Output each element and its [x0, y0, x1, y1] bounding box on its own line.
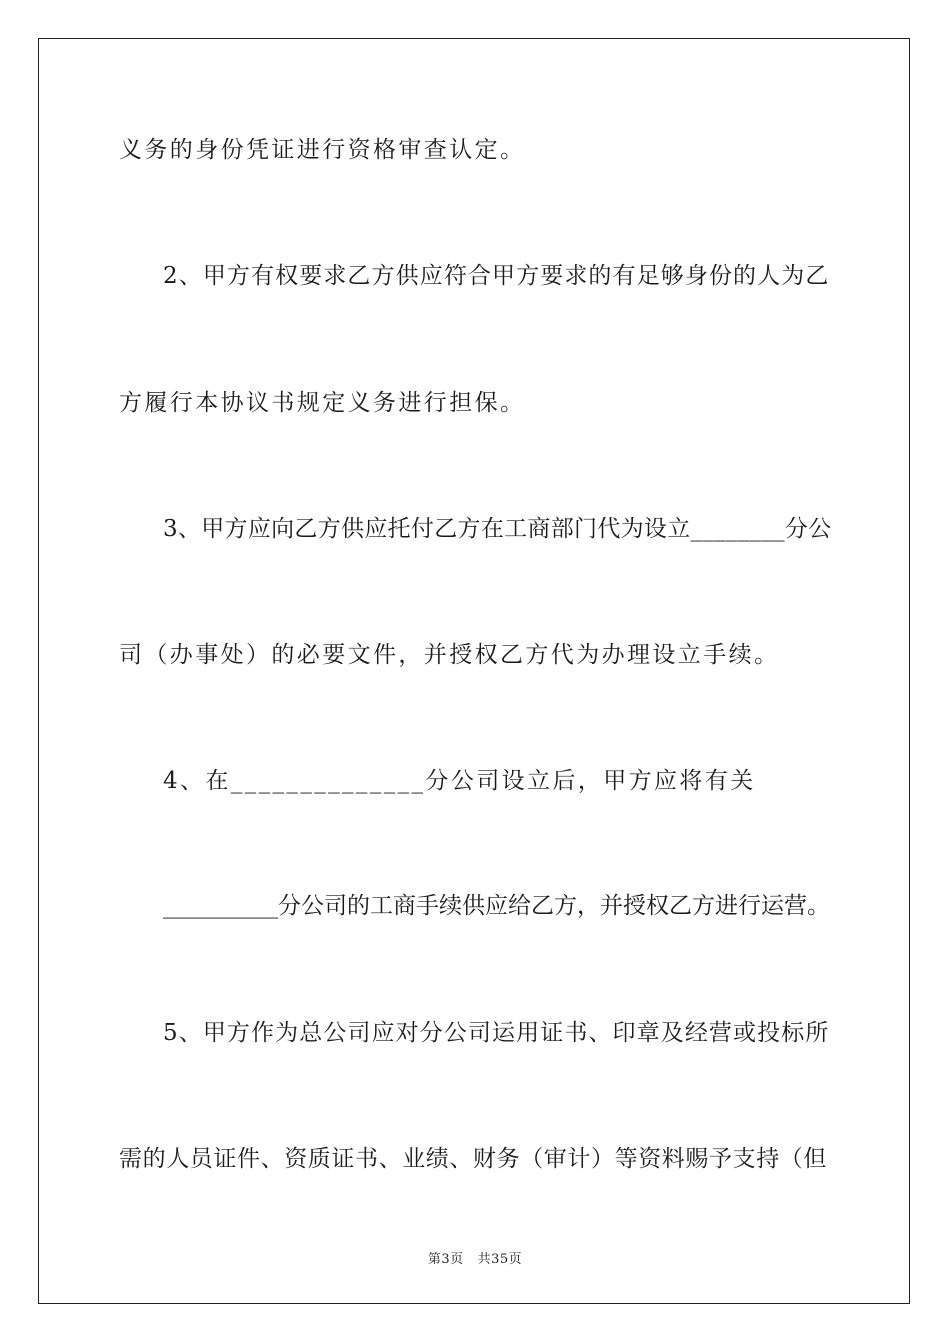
body-line-2: 2、甲方有权要求乙方供应符合甲方要求的有足够身份的人为乙	[163, 263, 830, 289]
page-footer	[0, 1248, 950, 1267]
body-line-1: 义务的身份凭证进行资格审查认定。	[119, 137, 526, 163]
page-number: 第3页	[427, 1252, 464, 1267]
body-line-3: 方履行本协议书规定义务进行担保。	[119, 390, 526, 416]
body-line-5: 司（办事处）的必要文件，并授权乙方代为办理设立手续。	[119, 642, 780, 668]
body-line-7: __________分公司的工商手续供应给乙方，并授权乙方进行运营。	[163, 893, 830, 919]
total-pages: 共35页	[477, 1252, 523, 1267]
page-border	[38, 38, 910, 1304]
body-line-4: 3、甲方应向乙方供应托付乙方在工商部门代为设立________分公	[163, 516, 832, 542]
body-line-9: 需的人员证件、资质证书、业绩、财务（审计）等资料赐予支持（但	[119, 1146, 827, 1172]
body-line-8: 5、甲方作为总公司应对分公司运用证书、印章及经营或投标所	[163, 1020, 830, 1046]
body-line-6: 4、在______________分公司设立后，甲方应将有关	[163, 768, 756, 794]
